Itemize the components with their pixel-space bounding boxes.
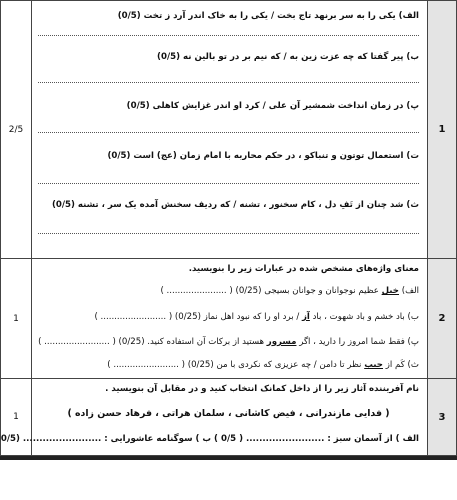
question-item: الف) یکی را به سر برنهد تاج بخت / یکی را به خاک اندر آرد ز تخت (0/5) (117, 11, 419, 21)
answer-line[interactable] (38, 183, 419, 184)
question-item: ب) پیر گفتا که چه عزت زین به / که نیم بر در تو بالین نه (0/5) (157, 52, 419, 62)
author-options: ( فدایی مازندرانی ، فیض کاشانی ، سلمان هراتی ، فرهاد حسن زاده ) (67, 408, 390, 419)
question-number: 3 (428, 379, 457, 456)
page-bottom-border (0, 456, 457, 460)
answer-line[interactable]: الف ) از آسمان سبز : ........................ ( 0/5 ) ب ) سوگنامه عاشورایی : ........................ (0/5 (0, 434, 419, 444)
highlighted-word: جیب (364, 360, 383, 370)
vocab-item: پ) فقط شما امروز را دارید ، اگر مسرور هستید از برکات آن استفاده کنید. (0/25) ( ........................ ) (38, 337, 419, 347)
question-heading: معنای واژه‌های مشخص شده در عبارات زیر را بنویسید. (188, 264, 419, 274)
question-item: ث) شد چنان از تَفِ دل ، کام سخنور ، تشنه / که ردیف سخنش آمده یک سر ، تشنه (0/5) (51, 200, 419, 210)
answer-line[interactable] (38, 132, 419, 133)
question-content (32, 259, 428, 379)
question-score: 1 (1, 379, 32, 456)
highlighted-word: آز (301, 312, 310, 322)
question-number: 2 (428, 259, 457, 379)
vocab-item: ث) کَم از جیب نظر تا دامن / چه عزیزی که نکردی با من (0/25) ( ........................ ) (107, 360, 419, 370)
answer-line[interactable] (38, 233, 419, 234)
question-heading: نام آفریننده آثار زیر را از داخل کمانک انتخاب کنید و در مقابل آن بنویسید . (105, 384, 419, 394)
section-row-2 (1, 259, 457, 379)
answer-line[interactable] (38, 82, 419, 83)
question-item: پ) در زمان انداخت شمشیر آن علی / کرد او اندر غزایش کاهلی (0/5) (126, 101, 419, 111)
question-number: 1 (428, 1, 457, 259)
question-content (32, 1, 428, 259)
question-item: ت) استعمال توتون و تنباکو ، در حکم محاربه با امام زمان (عج) است (0/5) (107, 151, 419, 161)
section-row-3 (1, 379, 457, 456)
answer-line[interactable] (38, 35, 419, 36)
highlighted-word: مسرور (266, 337, 297, 347)
question-score: 1 (1, 259, 32, 379)
vocab-item: الف) خیل عظیم نوجوانان و جوانان بسیجی (0/25) ( ...................... ) (160, 286, 419, 296)
vocab-item: ب) باد خشم و باد شهوت ، باد آز / برد او را که نبود اهل نماز (0/25) ( ........................ ) (94, 312, 419, 322)
section-row-1 (1, 1, 457, 259)
highlighted-word: خیل (381, 286, 399, 296)
question-score: 2/5 (1, 1, 32, 259)
question-content (0, 379, 428, 456)
